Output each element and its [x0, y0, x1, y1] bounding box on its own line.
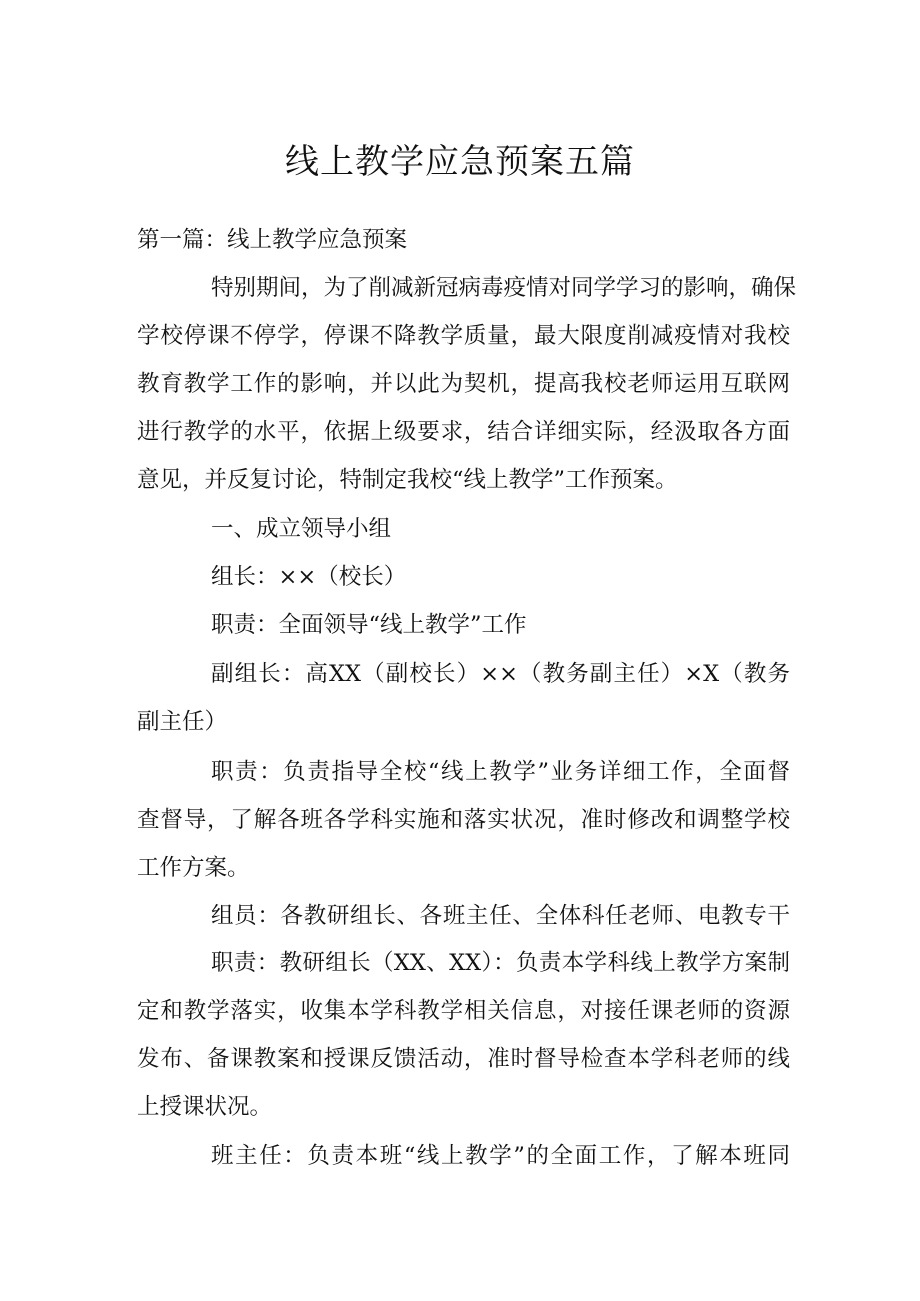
paragraph-line: 职责：全面领导“线上教学”工作 — [211, 612, 527, 638]
paragraph-line: 发布、备课教案和授课反馈活动，准时督导检查本学科老师的线 — [137, 1046, 790, 1072]
paragraph-line: 教育教学工作的影响，并以此为契机，提高我校老师运用互联网 — [137, 371, 790, 397]
paragraph-line: 副组长：高XX（副校长）××（教务副主任）×X（教务 — [211, 661, 790, 687]
paragraph-line: 职责：负责指导全校“线上教学”业务详细工作，全面督 — [211, 759, 790, 785]
paragraph-line: 进行教学的水平，依据上级要求，结合详细实际，经汲取各方面 — [137, 419, 790, 445]
paragraph-line: 组长：××（校长） — [211, 564, 407, 590]
paragraph-line: 查督导，了解各班各学科实施和落实状况，准时修改和调整学校 — [137, 807, 790, 833]
paragraph-line: 定和教学落实，收集本学科教学相关信息，对接任课老师的资源 — [137, 998, 790, 1024]
paragraph-line: 副主任） — [137, 709, 228, 735]
section-heading: 第一篇：线上教学应急预案 — [137, 227, 408, 253]
paragraph-line: 组员：各教研组长、各班主任、全体科任老师、电教专干 — [211, 903, 790, 929]
paragraph-line: 职责：教研组长（XX、XX）：负责本学科线上教学方案制 — [211, 950, 790, 976]
subsection-heading: 一、成立领导小组 — [211, 516, 392, 542]
paragraph-line: 意见，并反复讨论，特制定我校“线上教学”工作预案。 — [137, 467, 678, 493]
paragraph-line: 学校停课不停学，停课不降教学质量，最大限度削减疫情对我校 — [137, 323, 790, 349]
paragraph-line: 特别期间，为了削减新冠病毒疫情对同学学习的影响，确保 — [211, 275, 797, 301]
paragraph-line: 工作方案。 — [137, 855, 250, 881]
paragraph-line: 上授课状况。 — [137, 1094, 273, 1120]
document-title: 线上教学应急预案五篇 — [285, 142, 635, 182]
paragraph-line: 班主任：负责本班“线上教学”的全面工作，了解本班同 — [211, 1143, 790, 1169]
